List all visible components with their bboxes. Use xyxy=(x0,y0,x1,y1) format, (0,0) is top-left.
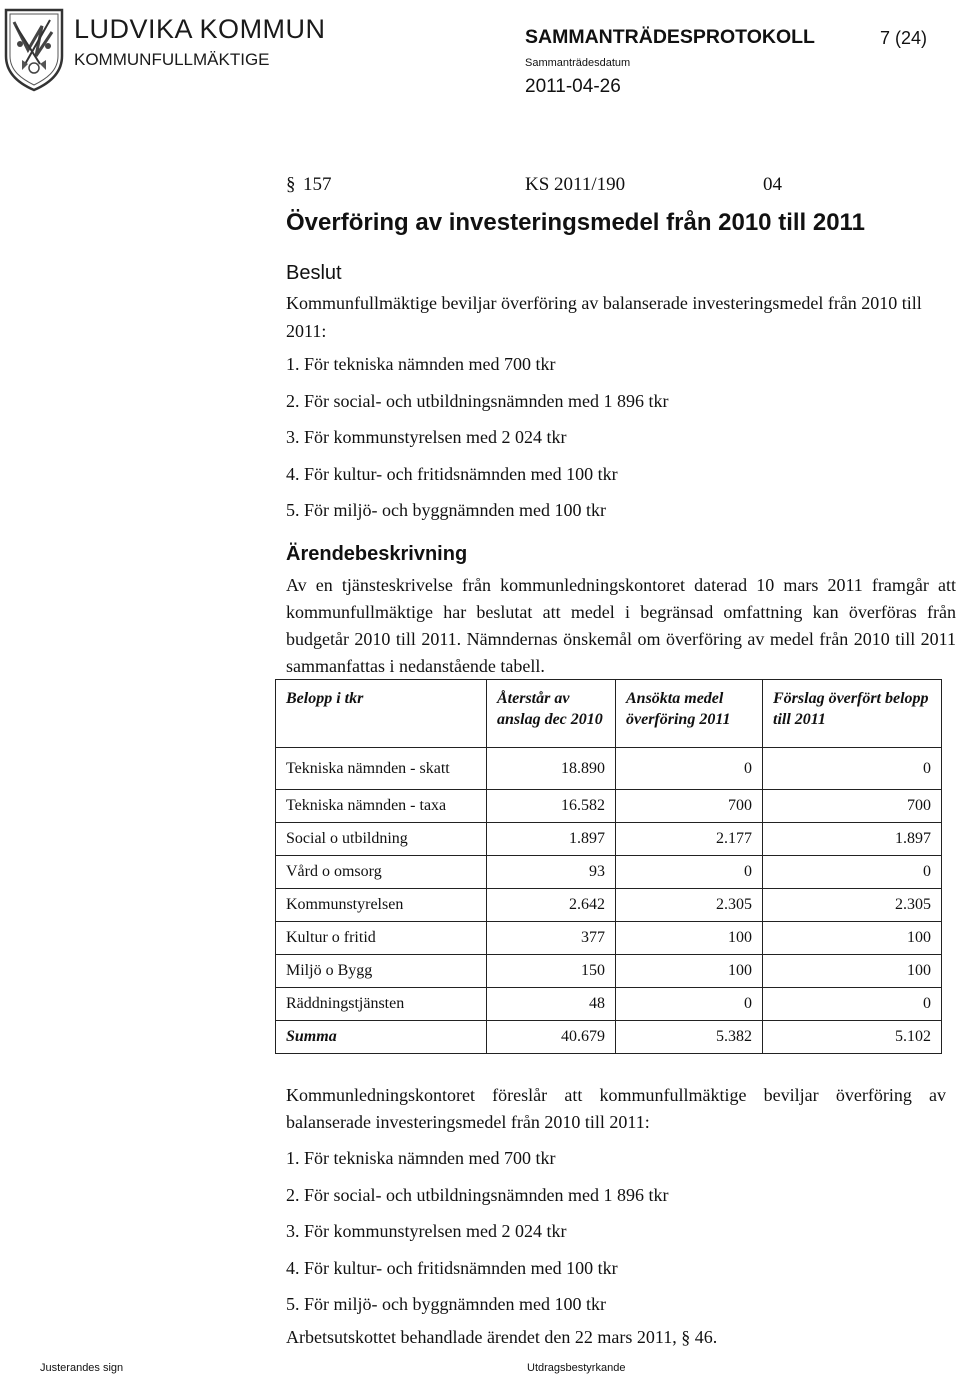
table-cell: Vård o omsorg xyxy=(276,856,487,889)
list-item: 4. För kultur- och fritidsnämnden med 100 tkr xyxy=(286,1257,618,1278)
table-cell: 0 xyxy=(616,856,763,889)
proposal-list xyxy=(286,1144,668,1327)
table-cell: 2.305 xyxy=(616,889,763,922)
table-row xyxy=(276,922,942,955)
table-cell: Miljö o Bygg xyxy=(276,955,487,988)
table-cell: Social o utbildning xyxy=(276,823,487,856)
list-item: 2. För social- och utbildningsnämnden med 1 896 tkr xyxy=(286,390,669,411)
budget-table xyxy=(275,679,942,1054)
table-cell: Tekniska nämnden - skatt xyxy=(276,748,487,790)
list-item: 1. För tekniska nämnden med 700 tkr xyxy=(286,354,556,374)
table-cell: Kultur o fritid xyxy=(276,922,487,955)
table-cell: 16.582 xyxy=(487,790,616,823)
case-code: 04 xyxy=(763,174,782,195)
table-row xyxy=(276,988,942,1021)
table-cell: 150 xyxy=(487,955,616,988)
table-sum-row xyxy=(276,1021,942,1054)
table-row xyxy=(276,790,942,823)
document-type: SAMMANTRÄDESPROTOKOLL xyxy=(525,26,815,48)
item-title: Överföring av investeringsmedel från 2010 till 2011 xyxy=(286,209,865,236)
table-cell: 700 xyxy=(616,790,763,823)
case-description-text: Av en tjänsteskrivelse från kommunledningskontoret daterad 10 mars 2011 framgår att kommunfullmäktige har beslutat att medel i begränsad omfattning kan överföras från budgetår 2010 till 2011. Nämndernas önskemål om överföring av medel från 2010 till 2011 sammanfattas i nedanstående tabell. xyxy=(286,575,956,676)
table-cell: 5.382 xyxy=(616,1021,763,1054)
table-cell: Räddningstjänsten xyxy=(276,988,487,1021)
meeting-date: 2011-04-26 xyxy=(525,76,621,97)
table-cell: 2.177 xyxy=(616,823,763,856)
table-cell: 100 xyxy=(616,922,763,955)
table-cell: 93 xyxy=(487,856,616,889)
table-cell: 18.890 xyxy=(487,748,616,790)
list-item: 2. För social- och utbildningsnämnden med 1 896 tkr xyxy=(286,1184,669,1205)
organization-unit: KOMMUNFULLMÄKTIGE xyxy=(74,50,270,69)
table-cell: 0 xyxy=(763,856,942,889)
column-header: Återstår av anslag dec 2010 xyxy=(487,680,616,748)
table-cell: 48 xyxy=(487,988,616,1021)
table-row xyxy=(276,748,942,790)
decision-list xyxy=(286,350,668,533)
case-description-heading: Ärendebeskrivning xyxy=(286,543,468,565)
extract-certification-label: Utdragsbestyrkande xyxy=(527,1362,626,1374)
table-cell: 2.642 xyxy=(487,889,616,922)
table-cell: Kommunstyrelsen xyxy=(276,889,487,922)
table-header-row xyxy=(276,680,942,748)
table-cell: 1.897 xyxy=(763,823,942,856)
table-cell: 40.679 xyxy=(487,1021,616,1054)
table-cell: Summa xyxy=(276,1021,487,1054)
table-row xyxy=(276,823,942,856)
meeting-date-label: Sammanträdesdatum xyxy=(525,57,631,69)
item-number: 157 xyxy=(303,174,332,195)
working-committee-note: Arbetsutskottet behandlade ärendet den 22 mars 2011, § 46. xyxy=(286,1327,718,1347)
paragraph-sign: § xyxy=(286,174,296,195)
decision-heading: Beslut xyxy=(286,262,342,284)
column-header: Belopp i tkr xyxy=(276,680,487,748)
table-cell: 0 xyxy=(763,748,942,790)
table-row xyxy=(276,856,942,889)
list-item: 5. För miljö- och byggnämnden med 100 tkr xyxy=(286,1294,606,1314)
table-cell: 100 xyxy=(763,955,942,988)
list-item: 1. För tekniska nämnden med 700 tkr xyxy=(286,1148,556,1168)
table-cell: 100 xyxy=(616,955,763,988)
table-row xyxy=(276,955,942,988)
list-item: 5. För miljö- och byggnämnden med 100 tkr xyxy=(286,500,606,520)
table-cell: 700 xyxy=(763,790,942,823)
proposal-text: Kommunledningskontoret föreslår att kommunfullmäktige beviljar överföring av balanserade investeringsmedel från 2010 till 2011: xyxy=(286,1085,946,1132)
column-header: Förslag överfört belopp till 2011 xyxy=(763,680,942,748)
table-cell: 100 xyxy=(763,922,942,955)
table-cell: 0 xyxy=(616,748,763,790)
page-number: 7 (24) xyxy=(880,28,928,48)
list-item: 3. För kommunstyrelsen med 2 024 tkr xyxy=(286,1221,567,1241)
organization-name: LUDVIKA KOMMUN xyxy=(74,14,326,44)
table-cell: Tekniska nämnden - taxa xyxy=(276,790,487,823)
table-cell: 5.102 xyxy=(763,1021,942,1054)
table-row xyxy=(276,889,942,922)
decision-text: Kommunfullmäktige beviljar överföring av balanserade investeringsmedel från 2010 till 2011: xyxy=(286,293,922,341)
table-cell: 0 xyxy=(616,988,763,1021)
column-header: Ansökta medel överföring 2011 xyxy=(616,680,763,748)
case-number: KS 2011/190 xyxy=(525,174,626,195)
municipal-crest-icon xyxy=(2,6,66,92)
table-cell: 377 xyxy=(487,922,616,955)
list-item: 3. För kommunstyrelsen med 2 024 tkr xyxy=(286,427,567,447)
table-cell: 1.897 xyxy=(487,823,616,856)
list-item: 4. För kultur- och fritidsnämnden med 100 tkr xyxy=(286,463,618,484)
table-cell: 2.305 xyxy=(763,889,942,922)
table-cell: 0 xyxy=(763,988,942,1021)
adjuster-signature-label: Justerandes sign xyxy=(40,1362,124,1374)
